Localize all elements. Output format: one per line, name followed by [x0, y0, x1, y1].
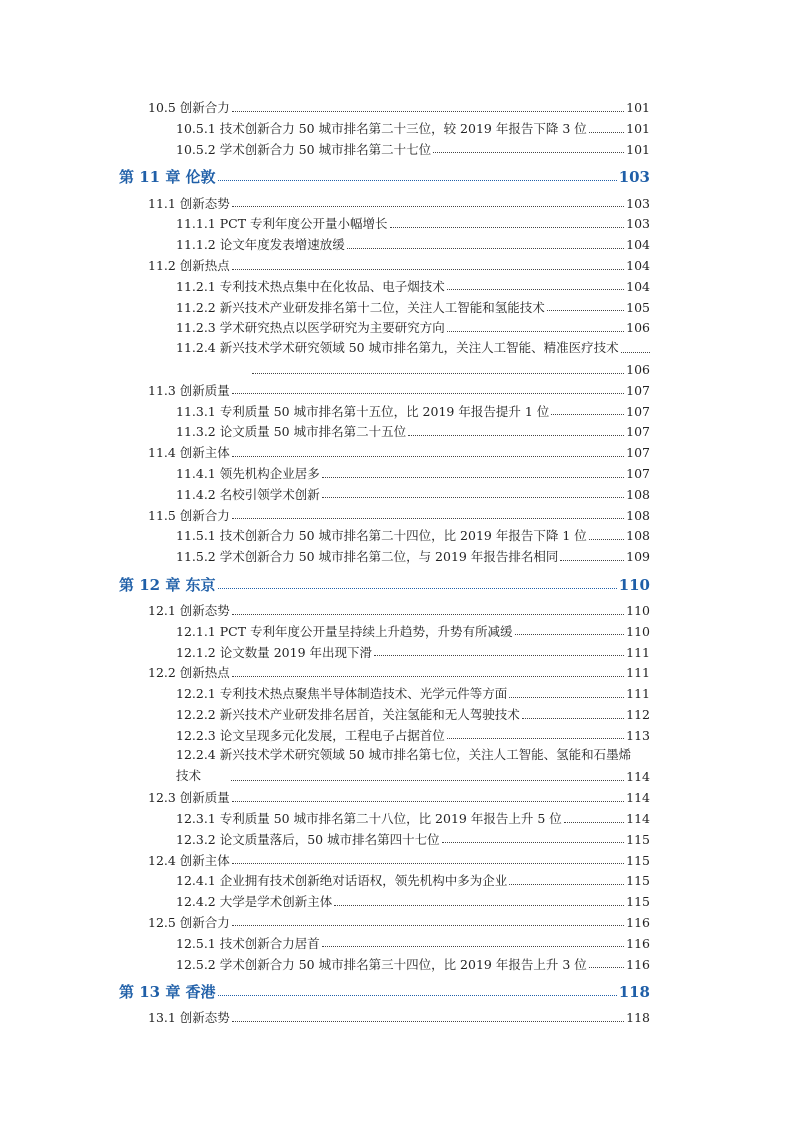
- toc-entry[interactable]: [0, 377, 793, 398]
- toc-entry-title: 11.2.2 新兴技术产业研发排名第十二位，关注人工智能和氢能技术: [176, 299, 545, 315]
- toc-entry-title: 12.5.2 学术创新合力 50 城市排名第三十四位，比 2019 年报告上升 3 位: [176, 956, 587, 972]
- toc-entry-page: 115: [626, 831, 650, 847]
- toc-entry-page: 107: [626, 445, 650, 461]
- toc-entry-title: 12.2.1 专利技术热点聚焦半导体制造技术、光学元件等方面: [176, 686, 508, 702]
- leader-dots: [232, 393, 624, 394]
- toc-entry-title: 12.3.1 专利质量 50 城市排名第二十八位，比 2019 年报告上升 5 位: [176, 811, 562, 826]
- toc-entry-title: 12.3 创新质量: [148, 790, 230, 806]
- toc-entry-title: 12.4.2 大学是学术创新主体: [176, 894, 333, 910]
- toc-entry-title: 11.3.1 专利质量 50 城市排名第十五位，比 2019 年报告提升 1 位: [176, 403, 550, 419]
- toc-entry-page: 110: [626, 623, 650, 639]
- toc-entry-title: 13.1 创新态势: [148, 1010, 230, 1026]
- leader-dots: [447, 289, 624, 290]
- toc-entry[interactable]: [0, 273, 793, 294]
- toc-entry[interactable]: [0, 397, 793, 418]
- leader-dots: [447, 331, 624, 332]
- toc-entry[interactable]: [0, 867, 793, 888]
- toc-entry-title: 11.1.2 论文年度发表增速放缓: [176, 237, 345, 253]
- toc-entry-page: 114: [626, 811, 650, 826]
- leader-dots: [621, 352, 650, 353]
- toc-entry-page: 104: [626, 278, 650, 294]
- toc-entry-page: 116: [626, 914, 650, 930]
- leader-dots: [390, 227, 625, 228]
- toc-entry-page: 106: [626, 361, 650, 377]
- toc-entry[interactable]: [0, 722, 793, 743]
- toc-entry-title: 11.1.1 PCT 专利年度公开量小幅增长: [176, 216, 388, 232]
- leader-dots: [232, 801, 624, 802]
- toc-entry-title: 12.3.2 论文质量落后，50 城市排名第四十七位: [176, 831, 440, 847]
- toc-chapter-page: 118: [618, 983, 650, 1002]
- leader-dots: [322, 946, 624, 947]
- toc-entry-title: 12.2 创新热点: [148, 665, 230, 681]
- toc-entry-page: 105: [626, 299, 650, 315]
- toc-entry[interactable]: [0, 115, 793, 136]
- toc-entry-title: 11.4.2 名校引领学术创新: [176, 486, 320, 502]
- toc-entry-multiline[interactable]: [0, 335, 793, 377]
- toc-entry[interactable]: [0, 888, 793, 909]
- leader-dots: [232, 676, 624, 677]
- toc-entry[interactable]: [0, 418, 793, 439]
- toc-entry-title: 12.1.2 论文数量 2019 年出现下滑: [176, 644, 372, 660]
- toc-entry-title: 11.2.4 新兴技术学术研究领域 50 城市排名第九，关注人工智能、精准医疗技术: [176, 339, 619, 355]
- toc-entry[interactable]: [0, 94, 793, 115]
- toc-entry[interactable]: [0, 597, 793, 618]
- toc-entry[interactable]: [0, 501, 793, 522]
- toc-entry[interactable]: [0, 909, 793, 930]
- leader-dots: [442, 842, 625, 843]
- leader-dots: [218, 180, 617, 181]
- toc-entry[interactable]: [0, 1004, 793, 1025]
- leader-dots: [560, 560, 624, 561]
- toc-chapter-entry[interactable]: [0, 158, 793, 185]
- toc-entry[interactable]: [0, 784, 793, 805]
- leader-dots: [334, 905, 624, 906]
- toc-entry-title: 11.4 创新主体: [148, 445, 230, 461]
- toc-entry-title: 12.1 创新态势: [148, 603, 230, 619]
- toc-entry-title: 12.1.1 PCT 专利年度公开量呈持续上升趋势，升势有所减缓: [176, 623, 513, 639]
- table-of-contents: [0, 94, 793, 1025]
- leader-dots: [509, 697, 624, 698]
- toc-entry[interactable]: [0, 481, 793, 502]
- leader-dots: [551, 414, 624, 415]
- toc-entry[interactable]: [0, 805, 793, 826]
- leader-dots: [232, 1021, 624, 1022]
- toc-chapter-page: 103: [618, 168, 650, 187]
- toc-entry[interactable]: [0, 680, 793, 701]
- leader-dots: [232, 456, 624, 457]
- leader-dots: [322, 497, 624, 498]
- toc-entry-title: 11.5.2 学术创新合力 50 城市排名第二位，与 2019 年报告排名相同: [176, 549, 559, 565]
- toc-entry-page: 113: [626, 727, 650, 743]
- leader-dots: [232, 269, 624, 270]
- toc-entry[interactable]: [0, 460, 793, 481]
- toc-entry-page: 101: [626, 141, 650, 157]
- toc-entry-title: 12.4.1 企业拥有技术创新绝对话语权，领先机构中多为企业: [176, 873, 508, 889]
- toc-entry[interactable]: [0, 136, 793, 157]
- toc-entry-page: 111: [626, 686, 650, 702]
- toc-entry-page: 114: [626, 790, 650, 806]
- toc-entry-title-cont: 技术: [176, 767, 202, 783]
- toc-entry[interactable]: [0, 189, 793, 210]
- toc-entry[interactable]: [0, 252, 793, 273]
- toc-entry-page: 115: [626, 873, 650, 889]
- toc-entry[interactable]: [0, 701, 793, 722]
- toc-entry-title: 11.5 创新合力: [148, 507, 230, 523]
- toc-entry-page: 116: [626, 956, 650, 972]
- toc-entry[interactable]: [0, 439, 793, 460]
- toc-entry-title: 11.5.1 技术创新合力 50 城市排名第二十四位，比 2019 年报告下降 1 位: [176, 528, 587, 544]
- leader-dots: [252, 373, 624, 374]
- toc-entry-page: 107: [626, 382, 650, 398]
- leader-dots: [232, 111, 624, 112]
- toc-entry-page: 108: [626, 507, 650, 523]
- toc-entry-page: 103: [626, 216, 650, 232]
- toc-entry-title: 11.2.3 学术研究热点以医学研究为主要研究方向: [176, 320, 445, 336]
- toc-chapter-entry[interactable]: [0, 566, 793, 593]
- leader-dots: [433, 152, 624, 153]
- leader-dots: [232, 925, 624, 926]
- toc-entry-page: 107: [626, 424, 650, 440]
- toc-entry-title: 11.3.2 论文质量 50 城市排名第二十五位: [176, 424, 407, 440]
- toc-entry-page: 103: [626, 195, 650, 211]
- toc-entry[interactable]: [0, 929, 793, 950]
- toc-entry[interactable]: [0, 846, 793, 867]
- leader-dots: [564, 822, 624, 823]
- toc-entry-page: 112: [626, 707, 650, 723]
- toc-entry-title: 12.2.4 新兴技术学术研究领域 50 城市排名第七位，关注人工智能、氢能和石墨烯: [176, 747, 632, 763]
- toc-entry-title: 11.2 创新热点: [148, 258, 230, 274]
- toc-entry-page: 111: [626, 665, 650, 681]
- toc-entry-page: 108: [626, 528, 650, 544]
- toc-chapter-entry[interactable]: [0, 973, 793, 1000]
- toc-entry-title: 10.5.2 学术创新合力 50 城市排名第二十七位: [176, 141, 432, 157]
- leader-dots: [522, 718, 624, 719]
- toc-entry-page: 104: [626, 258, 650, 274]
- leader-dots: [232, 206, 624, 207]
- toc-entry-page: 115: [626, 894, 650, 910]
- toc-entry[interactable]: [0, 522, 793, 543]
- leader-dots: [589, 539, 624, 540]
- leader-dots: [231, 780, 624, 781]
- toc-entry-title: 12.2.2 新兴技术产业研发排名居首，关注氢能和无人驾驶技术: [176, 707, 520, 723]
- toc-entry-title: 12.4 创新主体: [148, 852, 230, 868]
- toc-entry-title: 10.5.1 技术创新合力 50 城市排名第二十三位，较 2019 年报告下降 3 位: [176, 121, 587, 137]
- toc-entry-title: 12.5 创新合力: [148, 914, 230, 930]
- toc-entry-title: 12.2.3 论文呈现多元化发展，工程电子占据首位: [176, 727, 445, 743]
- toc-chapter-title: 第 12 章 东京: [119, 575, 216, 594]
- leader-dots: [232, 518, 624, 519]
- toc-chapter-title: 第 13 章 香港: [119, 983, 216, 1002]
- toc-entry-title: 12.5.1 技术创新合力居首: [176, 935, 320, 951]
- toc-entry-page: 115: [626, 852, 650, 868]
- toc-entry-page: 116: [626, 935, 650, 951]
- leader-dots: [447, 738, 624, 739]
- leader-dots: [509, 884, 624, 885]
- toc-entry-title: 10.5 创新合力: [148, 100, 230, 116]
- toc-entry-page: 110: [626, 603, 650, 619]
- toc-entry-page: 107: [626, 466, 650, 482]
- toc-entry-page: 107: [626, 403, 650, 419]
- toc-entry-page: 104: [626, 237, 650, 253]
- leader-dots: [589, 132, 624, 133]
- leader-dots: [589, 967, 624, 968]
- toc-entry[interactable]: [0, 543, 793, 564]
- toc-entry[interactable]: [0, 826, 793, 847]
- toc-entry-title: 11.2.1 专利技术热点集中在化妆品、电子烟技术: [176, 278, 445, 294]
- toc-entry[interactable]: [0, 293, 793, 314]
- leader-dots: [232, 863, 624, 864]
- toc-entry[interactable]: [0, 659, 793, 680]
- toc-entry-title: 11.3 创新质量: [148, 382, 230, 398]
- toc-entry-page: 106: [626, 320, 650, 336]
- toc-chapter-page: 110: [618, 575, 650, 594]
- leader-dots: [515, 634, 625, 635]
- leader-dots: [408, 435, 624, 436]
- leader-dots: [374, 655, 624, 656]
- toc-entry-page: 101: [626, 121, 650, 137]
- leader-dots: [232, 614, 624, 615]
- toc-entry-page: 109: [626, 549, 650, 565]
- toc-entry[interactable]: [0, 210, 793, 231]
- toc-entry-page: 118: [626, 1010, 650, 1026]
- toc-entry-page: 108: [626, 486, 650, 502]
- toc-entry[interactable]: [0, 231, 793, 252]
- toc-entry-page: 111: [626, 644, 650, 660]
- leader-dots: [218, 995, 617, 996]
- leader-dots: [347, 248, 624, 249]
- toc-entry[interactable]: [0, 638, 793, 659]
- toc-entry[interactable]: [0, 618, 793, 639]
- toc-entry[interactable]: [0, 314, 793, 335]
- leader-dots: [218, 588, 617, 589]
- toc-entry-page: 101: [626, 100, 650, 116]
- toc-chapter-title: 第 11 章 伦敦: [119, 168, 216, 187]
- toc-entry-title: 11.4.1 领先机构企业居多: [176, 466, 320, 482]
- toc-entry[interactable]: [0, 950, 793, 971]
- leader-dots: [322, 477, 624, 478]
- toc-entry-page: 114: [626, 768, 650, 784]
- leader-dots: [547, 310, 624, 311]
- toc-entry-multiline[interactable]: [0, 742, 793, 784]
- toc-entry-title: 11.1 创新态势: [148, 195, 230, 211]
